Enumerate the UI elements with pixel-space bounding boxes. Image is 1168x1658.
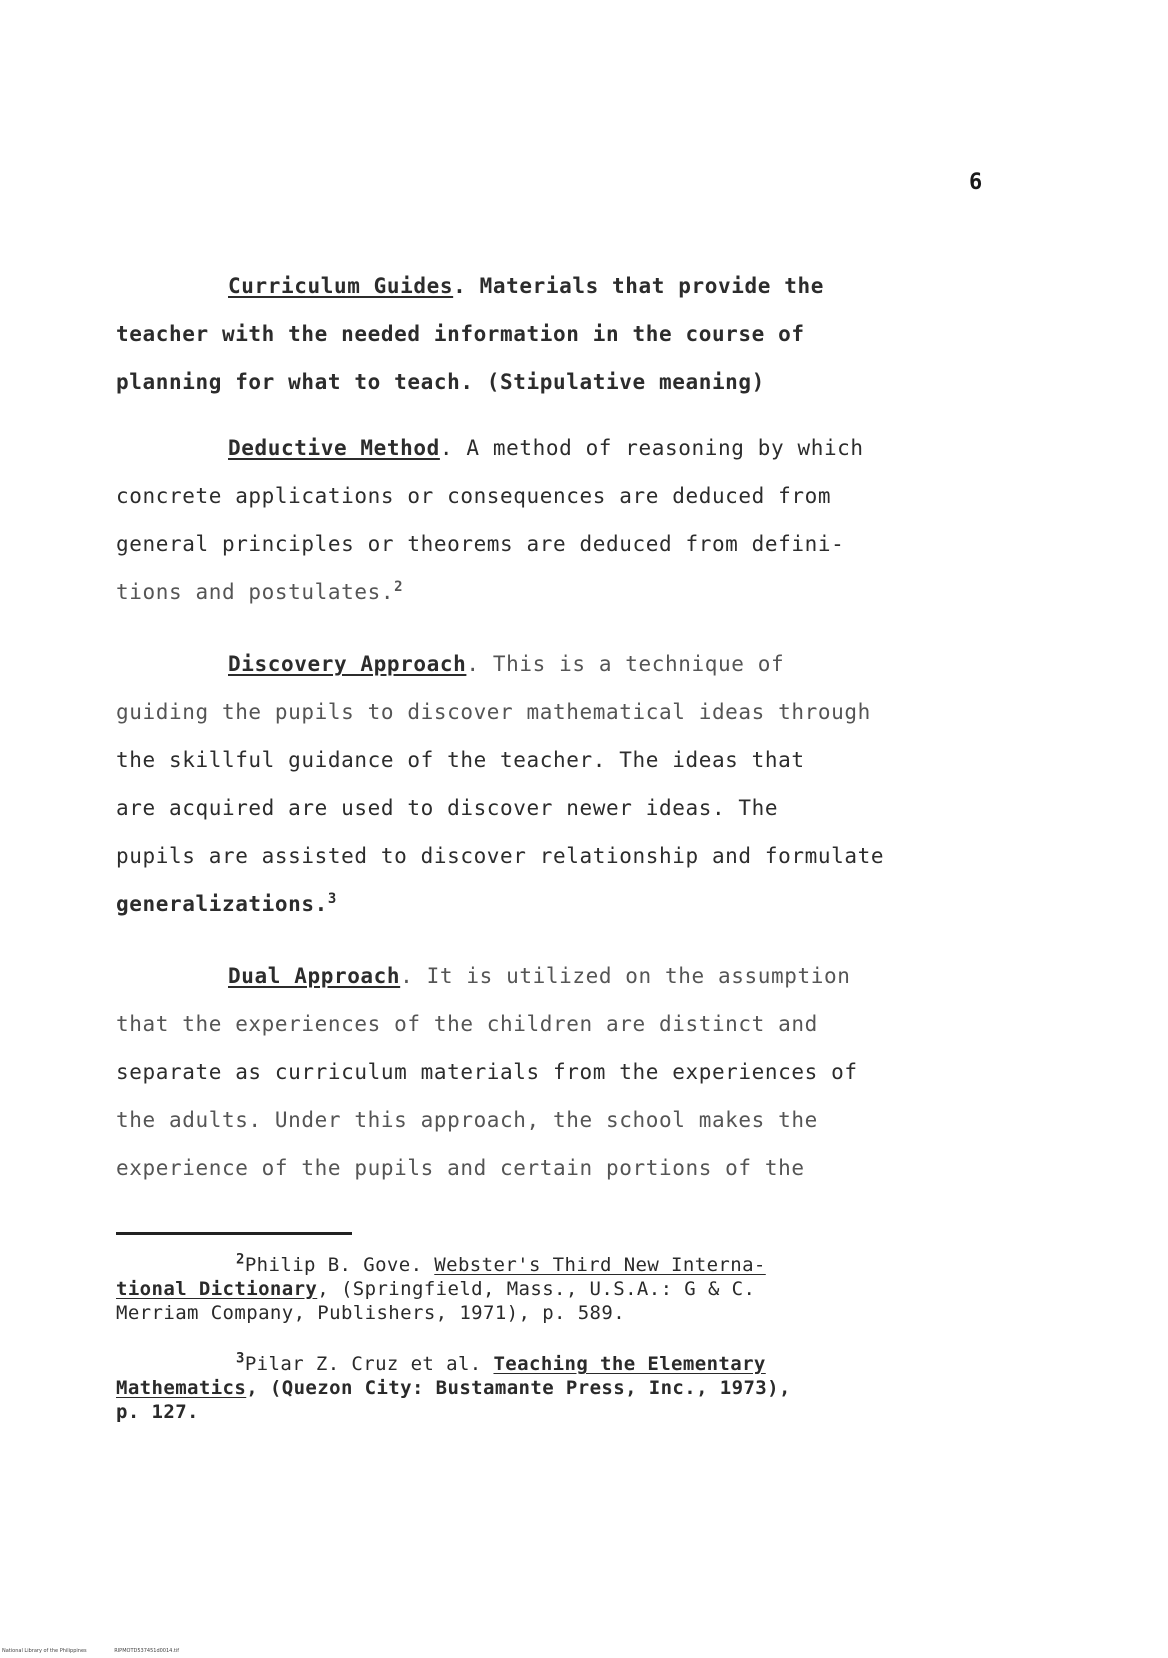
paragraph-line [116,952,946,1000]
paragraph-line [116,880,946,928]
paragraph-line: experience of the pupils and certain portions of the [116,1156,805,1180]
footnote-line [116,1376,946,1400]
paragraph-line: concrete applications or consequences are deduced from [116,484,832,508]
paragraph-line: pupils are assisted to discover relationship and formulate [116,844,885,868]
footnote-title: Mathematics [116,1377,247,1399]
paragraph-line [116,424,946,472]
definition-deductive-method [116,424,946,616]
line-text: tions and postulates. [116,580,395,604]
footnote-publication: , (Quezon City: Bustamante Press, Inc., 1973), [246,1377,791,1399]
footnote-3 [116,1352,946,1424]
scan-footer [2,1648,205,1654]
footnote-title: Teaching the Elementary [493,1353,766,1375]
paragraph-line: guiding the pupils to discover mathematical ideas through [116,700,871,724]
footnote-title: tional Dictionary [116,1278,318,1300]
definition-curriculum-guides [116,262,946,406]
file-id: RIPMOTD537451d0014.tif [114,1648,180,1654]
footnote-2 [116,1253,946,1325]
line-text: generalizations. [116,892,328,916]
paragraph-line: planning for what to teach. (Stipulative meaning) [116,370,765,394]
footnote-line [116,1277,946,1301]
defined-term: Dual Approach [228,964,401,988]
paragraph-line: general principles or theorems are deduced from defini- [116,532,845,556]
footnote-line [116,1253,946,1277]
line-text: . Materials that provide the [453,274,824,298]
footnote-line [116,1352,946,1376]
defined-term: Deductive Method [228,436,440,460]
footnote-number: 3 [236,1350,245,1367]
line-text: . A method of reasoning by which [439,436,864,460]
footnote-publication: , (Springfield, Mass., U.S.A.: G & C. [317,1278,756,1300]
line-text: . It is utilized on the assumption [400,964,851,988]
page-number: 6 [969,170,983,195]
line-text: . This is a technique of [466,652,785,676]
footnote-title: Webster's Third New Interna- [434,1254,766,1276]
library-name: National Library of the Philippines [2,1648,87,1654]
paragraph-line [116,568,946,616]
paragraph-line: separate as curriculum materials from the experiences of [116,1060,858,1084]
footnote-number: 2 [236,1251,245,1268]
footnote-line: Merriam Company, Publishers, 1971), p. 589. [116,1302,626,1324]
paragraph-line: the skillful guidance of the teacher. The ideas that [116,748,805,772]
footnote-line: p. 127. [116,1401,199,1423]
defined-term: Curriculum Guides [228,274,454,298]
paragraph-line: teacher with the needed information in the course of [116,322,805,346]
paragraph-line: the adults. Under this approach, the school makes the [116,1108,818,1132]
footnote-ref: 2 [394,579,404,595]
footnote-divider [116,1232,352,1235]
paragraph-line [116,640,946,688]
footnote-author: Pilar Z. Cruz et al. [244,1353,482,1375]
paragraph-line: are acquired are used to discover newer ideas. The [116,796,779,820]
footnote-author: Philip B. Gove. [244,1254,423,1276]
paragraph-line: that the experiences of the children are distinct and [116,1012,818,1036]
definition-discovery-approach [116,640,946,928]
paragraph-line [116,262,946,310]
footnote-ref: 3 [327,891,337,907]
definition-dual-approach [116,952,946,1192]
defined-term: Discovery Approach [228,652,467,676]
